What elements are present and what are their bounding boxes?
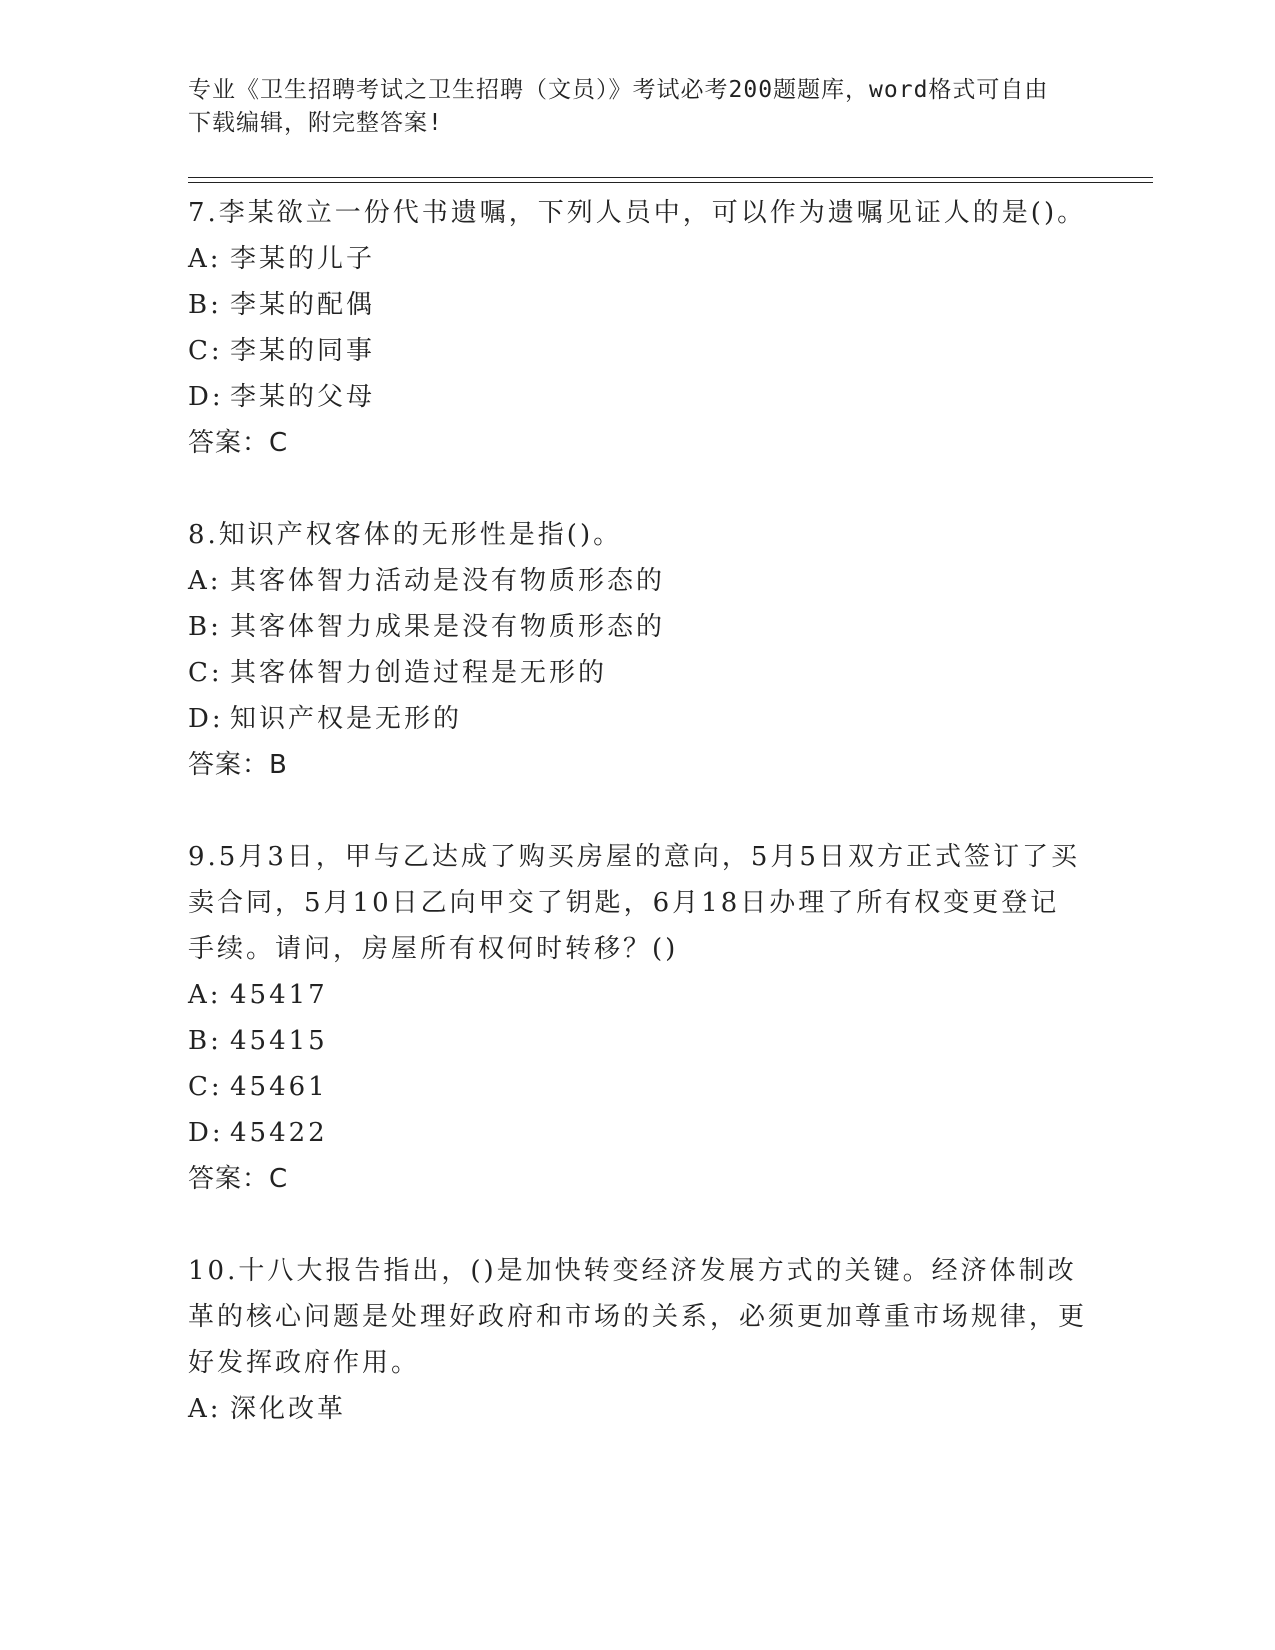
option-text: 45417: [230, 980, 328, 1010]
header-divider-top: [188, 177, 1153, 178]
option-key: D:: [188, 704, 224, 734]
option-a: [188, 1386, 1088, 1432]
question-7: [188, 190, 1088, 466]
option-d: [188, 374, 1088, 420]
question-stem: 9.5月3日，甲与乙达成了购买房屋的意向，5月5日双方正式签订了买卖合同，5月10日乙向甲交了钥匙，6月18日办理了所有权变更登记手续。请问，房屋所有权何时转移？(): [188, 842, 1080, 964]
option-text: 李某的配偶: [230, 290, 376, 320]
option-text: 其客体智力创造过程是无形的: [230, 658, 608, 688]
option-key: A:: [188, 244, 222, 274]
option-key: C:: [188, 658, 223, 688]
option-key: B:: [188, 612, 222, 642]
option-c: [188, 1064, 1088, 1110]
option-text: 李某的父母: [230, 382, 376, 412]
question-stem: 7.李某欲立一份代书遗嘱，下列人员中，可以作为遗嘱见证人的是()。: [188, 198, 1087, 228]
option-d: [188, 696, 1088, 742]
option-text: 其客体智力活动是没有物质形态的: [230, 566, 666, 596]
option-b: [188, 1018, 1088, 1064]
option-a: [188, 236, 1088, 282]
option-text: 其客体智力成果是没有物质形态的: [230, 612, 666, 642]
option-key: B:: [188, 290, 222, 320]
question-8: [188, 512, 1088, 788]
option-d: [188, 1110, 1088, 1156]
question-stem: 10.十八大报告指出，()是加快转变经济发展方式的关键。经济体制改革的核心问题是处理好政府和市场的关系，必须更加尊重市场规律，更好发挥政府作用。: [188, 1256, 1088, 1378]
question-10: [188, 1248, 1088, 1432]
option-key: A:: [188, 1394, 222, 1424]
option-text: 李某的同事: [230, 336, 376, 366]
option-c: [188, 650, 1088, 696]
option-text: 45415: [230, 1026, 328, 1056]
option-key: A:: [188, 566, 222, 596]
option-key: D:: [188, 382, 224, 412]
option-key: D:: [188, 1118, 224, 1148]
option-a: [188, 972, 1088, 1018]
option-key: C:: [188, 1072, 223, 1102]
option-text: 知识产权是无形的: [230, 704, 463, 734]
option-c: [188, 328, 1088, 374]
option-b: [188, 604, 1088, 650]
option-text: 李某的儿子: [230, 244, 376, 274]
answer-line: 答案：B: [188, 750, 288, 780]
option-key: C:: [188, 336, 223, 366]
answer-line: 答案：C: [188, 1164, 289, 1194]
option-key: B:: [188, 1026, 222, 1056]
question-9: [188, 834, 1088, 1202]
question-stem: 8.知识产权客体的无形性是指()。: [188, 520, 623, 550]
option-b: [188, 282, 1088, 328]
header-divider-bottom: [188, 182, 1153, 183]
question-list: [188, 190, 1088, 1432]
option-text: 深化改革: [230, 1394, 347, 1424]
option-text: 45461: [230, 1072, 328, 1102]
document-header: 专业《卫生招聘考试之卫生招聘（文员）》考试必考200题题库，word格式可自由下载编辑，附完整答案!: [188, 77, 1049, 136]
option-text: 45422: [230, 1118, 328, 1148]
option-a: [188, 558, 1088, 604]
option-key: A:: [188, 980, 222, 1010]
answer-line: 答案：C: [188, 428, 289, 458]
